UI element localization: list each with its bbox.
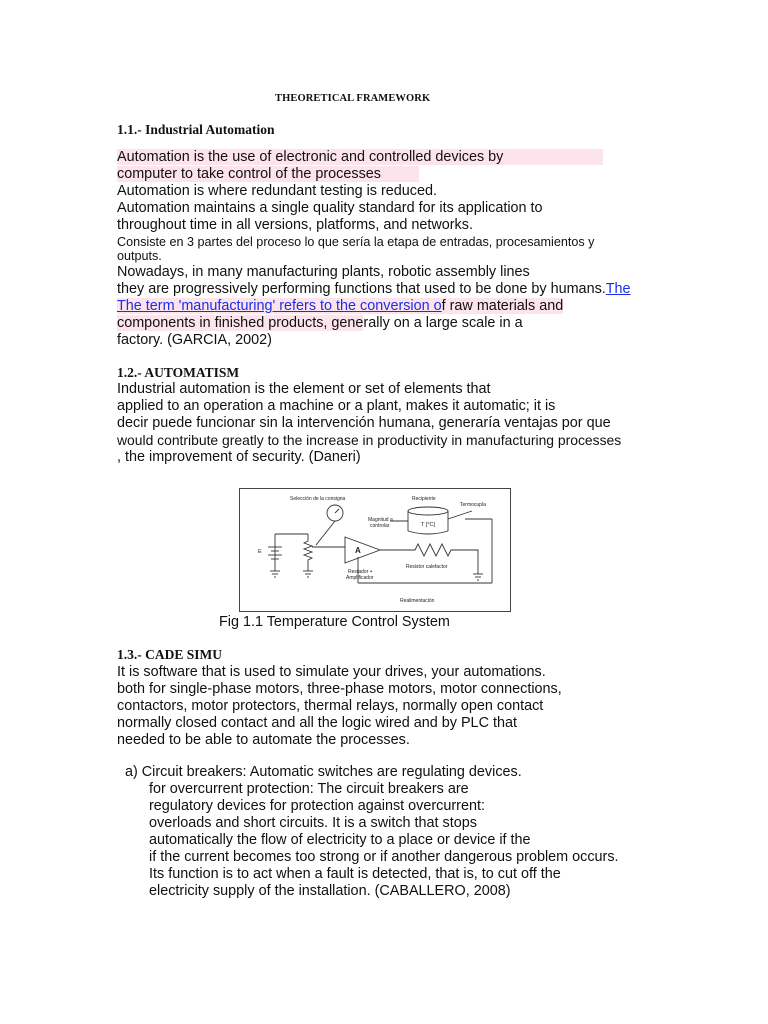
paragraph-line: would contribute greatly to the increase in productivity in manufacturing processes xyxy=(117,432,622,448)
thermocouple-label: Termocupla xyxy=(460,502,486,508)
section-heading-automatism: 1.2.- AUTOMATISM xyxy=(117,365,240,380)
list-item-line: for overcurrent protection: The circuit breakers are xyxy=(149,781,469,797)
hyperlink-text[interactable]: The xyxy=(605,281,631,297)
highlighted-text: f raw materials and xyxy=(441,298,564,314)
highlighted-text: components in finished products, gene xyxy=(117,315,364,331)
paragraph-line: contactors, motor protectors, thermal relays, normally open contact xyxy=(117,698,544,714)
paragraph-line: Nowadays, in many manufacturing plants, robotic assembly lines xyxy=(117,264,530,280)
paragraph-line: Automation maintains a single quality standard for its application to xyxy=(117,200,543,216)
paragraph-line: decir puede funcionar sin la intervención humana, generaría ventajas por que xyxy=(117,415,611,431)
paragraph-line: both for single-phase motors, three-phase motors, motor connections, xyxy=(117,681,562,697)
paragraph-line: applied to an operation a machine or a plant, makes it automatic; it is xyxy=(117,398,556,414)
amplifier-symbol: A xyxy=(355,546,361,555)
list-item-line: regulatory devices for protection against overcurrent: xyxy=(149,798,485,814)
highlighted-text: computer to take control of the processes xyxy=(117,166,419,182)
page-title: THEORETICAL FRAMEWORK xyxy=(275,93,431,104)
magnitude-label-2: controlar xyxy=(370,523,390,529)
paragraph-line: normally closed contact and all the logic wired and by PLC that xyxy=(117,715,517,731)
highlighted-text: Automation is the use of electronic and controlled devices by xyxy=(117,149,603,165)
paragraph-line: It is software that is used to simulate your drives, your automations. xyxy=(117,664,546,680)
heater-label: Resistor calefactor xyxy=(406,564,448,570)
amplifier-label: Amplificador xyxy=(346,575,374,581)
section-heading-industrial-automation: 1.1.- Industrial Automation xyxy=(117,122,275,137)
paragraph-text: they are progressively performing functions that used to be done by humans. xyxy=(117,281,606,297)
list-item-line: automatically the flow of electricity to a place or device if the xyxy=(149,832,531,848)
battery-label: E xyxy=(258,549,262,555)
paragraph-line: throughout time in all versions, platforms, and networks. xyxy=(117,217,473,233)
magnitude-label: Magnitud a xyxy=(368,517,393,523)
list-item-line: Its function is to act when a fault is detected, that is, to cut off the xyxy=(149,866,561,882)
paragraph-line: Industrial automation is the element or set of elements that xyxy=(117,381,491,397)
paragraph-line: needed to be able to automate the processes. xyxy=(117,732,410,748)
paragraph-line xyxy=(117,281,631,298)
paragraph-line: Consiste en 3 partes del proceso lo que sería la etapa de entradas, procesamientos y xyxy=(117,235,595,249)
paragraph-line: factory. (GARCIA, 2002) xyxy=(117,332,272,348)
paragraph-line xyxy=(117,166,419,183)
temperature-control-diagram xyxy=(239,488,511,612)
list-item: a) Circuit breakers: Automatic switches are regulating devices. xyxy=(125,764,522,780)
feedback-label: Realimentación xyxy=(400,598,435,604)
paragraph-line: outputs. xyxy=(117,249,162,263)
list-item-line: overloads and short circuits. It is a switch that stops xyxy=(149,815,477,831)
container-label: Recipiente xyxy=(412,496,436,502)
temperature-label: T [°C] xyxy=(421,522,436,528)
subtractor-label: Restador + xyxy=(348,569,373,575)
list-item-line: electricity supply of the installation. (CABALLERO, 2008) xyxy=(149,883,511,899)
paragraph-line: , the improvement of security. (Daneri) xyxy=(117,449,361,465)
paragraph-line: Automation is where redundant testing is reduced. xyxy=(117,183,437,199)
circuit-diagram xyxy=(240,489,510,611)
paragraph-line xyxy=(117,315,523,332)
figure-caption: Fig 1.1 Temperature Control System xyxy=(219,614,450,630)
paragraph-text: rally on a large scale in a xyxy=(363,315,523,331)
list-item-line: if the current becomes too strong or if another dangerous problem occurs. xyxy=(149,849,619,865)
setpoint-label: Selección de la consigna xyxy=(290,496,346,502)
paragraph-line xyxy=(117,298,563,315)
paragraph-line xyxy=(117,149,603,166)
section-heading-cade-simu: 1.3.- CADE SIMU xyxy=(117,647,223,662)
hyperlink-text[interactable]: The term 'manufacturing' refers to the conversion o xyxy=(117,298,442,314)
